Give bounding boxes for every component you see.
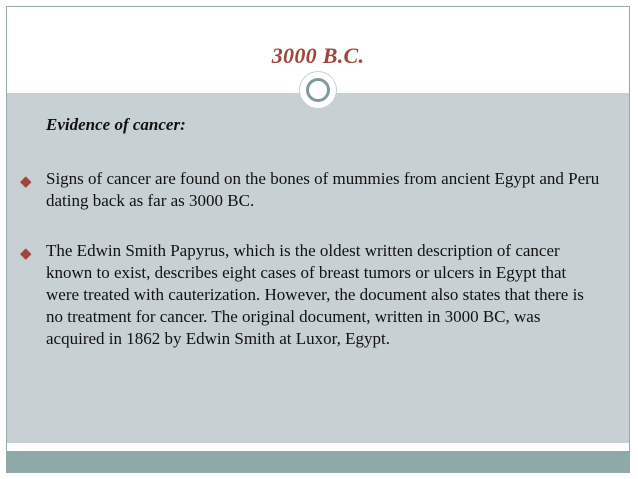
slide-title: 3000 B.C.	[271, 43, 365, 68]
slide-frame	[6, 6, 630, 473]
bullet-text: Signs of cancer are found on the bones of mummies from ancient Egypt and Peru dating back as far as 3000 BC.	[46, 169, 600, 210]
diamond-bullet-icon: ◆	[20, 174, 32, 190]
diamond-bullet-icon: ◆	[20, 246, 32, 262]
bullet-text: The Edwin Smith Papyrus, which is the oldest written description of cancer known to exist, describes eight cases of breast tumors or ulcers in Egypt that were treated with cauterization. However, the document also states that there is no treatment for cancer. The original document, written in 3000 BC, was acquired in 1862 by Edwin Smith at Luxor, Egypt.	[46, 241, 584, 348]
subheading: Evidence of cancer:	[46, 115, 186, 134]
